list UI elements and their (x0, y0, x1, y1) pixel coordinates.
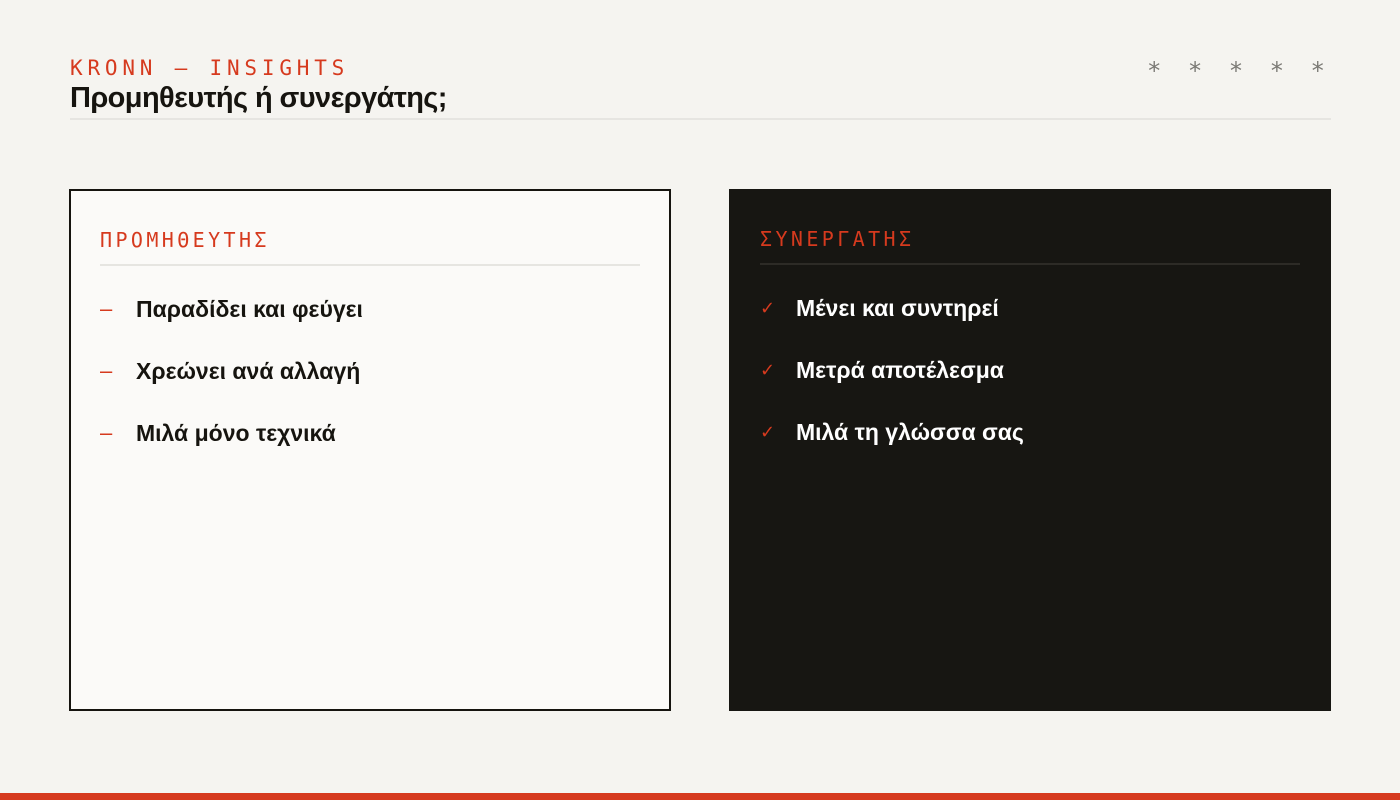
list-item-label: Χρεώνει ανά αλλαγή (136, 358, 361, 384)
dash-icon: – (100, 420, 113, 445)
list-item (100, 418, 363, 480)
dash-icon: – (100, 296, 113, 321)
dash-icon: – (100, 358, 113, 383)
partner-panel (729, 189, 1331, 711)
list-item-label: Μένει και συντηρεί (796, 295, 999, 321)
check-icon: ✓ (760, 422, 776, 442)
check-icon: ✓ (760, 298, 776, 318)
star-decoration: * * * * * (1146, 57, 1331, 85)
list-item-label: Μιλά τη γλώσσα σας (796, 419, 1024, 445)
list-item (100, 356, 363, 418)
list-item (100, 294, 363, 356)
list-item-label: Παραδίδει και φεύγει (136, 296, 363, 322)
list-item-label: Μιλά μόνο τεχνικά (136, 420, 336, 446)
list-item-label: Μετρά αποτέλεσμα (796, 357, 1004, 383)
partner-list (760, 293, 1024, 479)
accent-bar (0, 793, 1400, 800)
supplier-heading: ΠΡΟΜΗΘΕΥΤΗΣ (100, 228, 640, 266)
check-icon: ✓ (760, 360, 776, 380)
supplier-list (100, 294, 363, 480)
list-item (760, 293, 1024, 355)
partner-heading: ΣΥΝΕΡΓΑΤΗΣ (760, 227, 1300, 265)
brand-label: KRONN — INSIGHTS (70, 56, 350, 80)
page-header (70, 56, 1331, 120)
page-title: Προμηθευτής ή συνεργάτης; (70, 82, 447, 114)
list-item (760, 417, 1024, 479)
list-item (760, 355, 1024, 417)
supplier-panel (69, 189, 671, 711)
